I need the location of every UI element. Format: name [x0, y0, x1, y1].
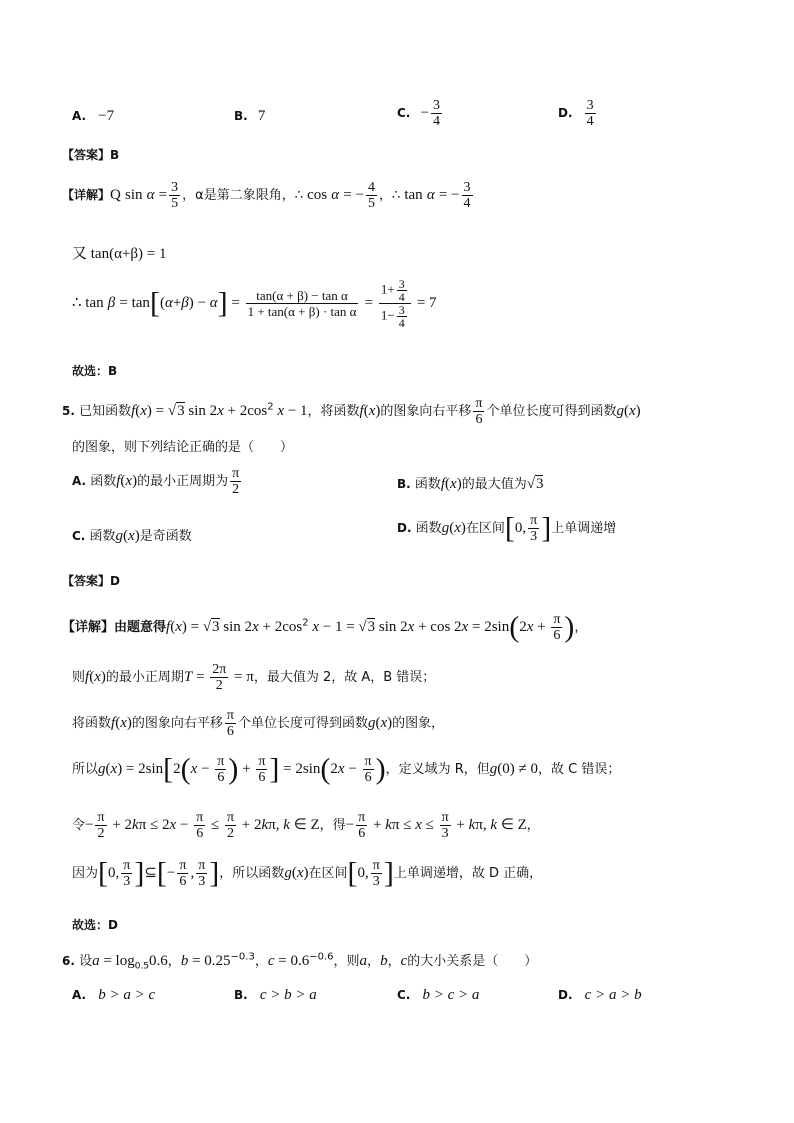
option-label: C.: [397, 988, 411, 1002]
option-label: A.: [72, 474, 87, 488]
option-pre: 函数: [89, 529, 116, 544]
q4-tan-beta-derivation: ∴ tan β = tan[(α+β) − α] = $\frac{\text{tan(α + β) − tan α}}{\text{1 + tan(α + β) · tan α}}$ = 1+ $\frac{3}{4}$ 1− $\frac{3}{4}$ = 7: [72, 277, 437, 330]
detail-tag: 【详解】: [62, 188, 111, 202]
q4-detail-line1: 【详解】Q sin α = $\frac{3}{5}$ ，α是第二象限角，∴ cos α = − $\frac{4}{5}$ ，∴ tan α = − $\frac{3}{4}$: [62, 180, 471, 211]
option-post: 的最大值为: [461, 477, 527, 492]
q5-conclusion: 故选：D: [72, 918, 118, 932]
option-text: c > a > b: [584, 987, 642, 1003]
option-label: C.: [397, 106, 411, 120]
q5-detail-line2: 则f(x)的最小正周期T = $\frac{2\pi}{2}$ = π，最大值为 2，故 A，B 错误；: [72, 662, 436, 693]
option-label: C.: [72, 529, 86, 543]
option-post: 的最小正周期为: [137, 474, 229, 489]
q5-option-a: A. 函数f(x)的最小正周期为 $\frac{\pi}{2}$: [72, 466, 240, 497]
fraction: $\frac{3}{4}$: [586, 98, 594, 129]
question-number: 5.: [62, 404, 75, 418]
option-pre: 函数: [414, 477, 441, 492]
option-text: −7: [98, 108, 115, 124]
q5-option-d: D. 函数g(x)在区间[0, $\frac{\pi}{3}$ ]上单调递增: [397, 511, 617, 545]
option-post: 上单调递增: [551, 521, 617, 536]
option-label: B.: [234, 109, 248, 123]
q6-option-a: [72, 987, 155, 1004]
q5-stem-line1: 5. 已知函数f(x) = √3 $\sin 2x + 2\cos^2$ x − 1，将函数f(x)的图象向右平移 $\frac{\pi}{6}$ 个单位长度可得到函数g(x): [62, 396, 641, 427]
q5-detail-line5: 令− $\frac{\pi}{2}$ + 2kπ ≤ 2x − $\frac{\pi}{6}$ ≤ $\frac{\pi}{2}$ + 2kπ, k ∈ Z，得− $\frac{\pi}{6}$ + kπ ≤ x ≤ $\frac{\pi}{3}$ + kπ, k ∈ Z，: [72, 810, 540, 841]
option-label: D.: [397, 521, 412, 535]
q6-stem: 6. 设$a = \log_{0.5}0.6$，$b = 0.25^{-0.3}$，$c = 0.6^{-0.6}$，则a，b，c的大小关系是（ ）: [62, 951, 538, 972]
option-text: b > c > a: [422, 987, 480, 1003]
q6-option-c: [397, 987, 479, 1004]
detail-text: 将函数: [72, 716, 112, 731]
q5-detail-line1: 【详解】由题意得f(x) = √3 $\sin 2x + 2\cos^2$ x − 1 = √3 sin 2x + cos 2x = 2sin(2x + $\frac{\pi}{6}$ )，: [62, 610, 588, 644]
detail-text: 因为: [72, 866, 99, 881]
question-number: 6.: [62, 954, 75, 968]
stem-text: 已知函数: [79, 404, 132, 419]
detail-q: Q: [110, 187, 121, 203]
q5-option-b: B. 函数f(x)的最大值为√3: [397, 476, 544, 492]
q5-stem-line2: 的图象，则下列结论正确的是（ ）: [72, 440, 294, 455]
q6-option-b: [234, 987, 317, 1004]
detail-text: 所以: [72, 762, 99, 777]
q4-option-d: [558, 98, 598, 129]
q4-answer: 【答案】B: [62, 148, 120, 162]
detail-text: 令: [72, 818, 86, 833]
q6-option-d: [558, 987, 642, 1004]
option-label: D.: [558, 988, 573, 1002]
q5-answer: 【答案】D: [62, 574, 120, 588]
q5-detail-line3: 将函数f(x)的图象向右平移 $\frac{\pi}{6}$ 个单位长度可得到函数g(x)的图象，: [72, 708, 445, 739]
q4-conclusion: 故选：B: [72, 364, 118, 378]
option-text: 7: [257, 108, 266, 124]
option-label: A.: [72, 109, 87, 123]
option-label: B.: [234, 988, 248, 1002]
q4-option-c: [397, 98, 444, 129]
option-text: c > b > a: [259, 987, 317, 1003]
detail-text: ，α是第二象限角，∴: [182, 188, 303, 203]
option-sign: −: [420, 105, 429, 121]
stem-text: 设: [79, 954, 93, 969]
q4-option-b: [234, 108, 265, 125]
detail-text: 【详解】由题意得: [62, 620, 167, 635]
option-pre: 函数: [415, 521, 442, 536]
q4-again-line: 又 tan(α+β) = 1: [72, 246, 167, 262]
option-label: A.: [72, 988, 87, 1002]
q5-option-c: C. 函数g(x)是奇函数: [72, 528, 192, 544]
option-mid: 在区间: [465, 521, 505, 536]
option-label: D.: [558, 106, 573, 120]
q5-detail-line4: 所以g(x) = 2sin[2(x − $\frac{\pi}{6}$ ) + $\frac{\pi}{6}$ ] = 2sin(2x − $\frac{\pi}{6}$ )，定义域为 R，但g(0) ≠ 0，故 C 错误；: [72, 752, 621, 786]
option-text: b > a > c: [98, 987, 156, 1003]
option-pre: 函数: [90, 474, 117, 489]
detail-text: 则: [72, 670, 86, 685]
q5-detail-line6: 因为[0, $\frac{\pi}{3}$ ]⊆[− $\frac{\pi}{6}$ , $\frac{\pi}{3}$ ]，所以函数g(x)在区间[0, $\frac{\pi}{3}$ ]上单调递增，故 D 正确，: [72, 856, 543, 890]
option-label: B.: [397, 477, 411, 491]
option-post: 是奇函数: [139, 529, 192, 544]
fraction: $\frac{3}{4}$: [432, 98, 440, 129]
q4-option-a: [72, 108, 114, 125]
